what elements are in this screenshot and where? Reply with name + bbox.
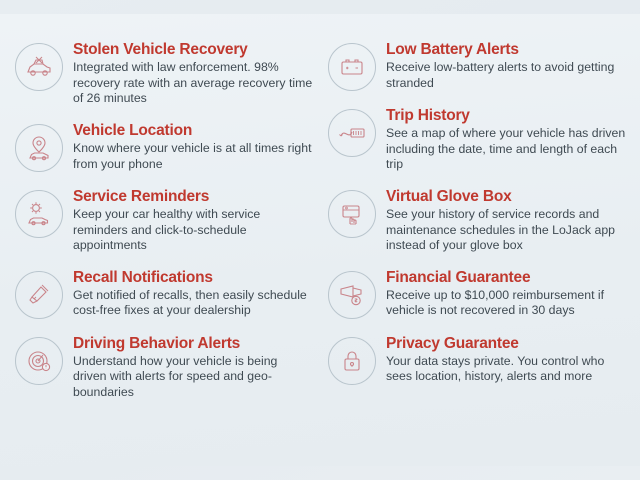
feature-text — [73, 187, 313, 254]
feature-title: Trip History — [386, 107, 470, 124]
feature-text — [73, 121, 313, 172]
feature-title: Stolen Vehicle Recovery — [73, 41, 248, 58]
feature-title: Service Reminders — [73, 187, 210, 205]
icon-wrapper — [14, 123, 64, 173]
trip-history-route-icon — [328, 109, 376, 157]
feature-text — [386, 334, 626, 385]
feature-privacy-guarantee — [327, 334, 626, 386]
poster-sheet — [0, 14, 640, 466]
stolen-vehicle-recovery-icon — [15, 43, 63, 91]
feature-columns — [14, 40, 626, 414]
feature-text — [386, 187, 626, 254]
feature-title: Financial Guarantee — [386, 268, 531, 286]
feature-title: Low Battery Alerts — [386, 41, 519, 58]
driving-behavior-alerts-gauge-icon — [15, 337, 63, 385]
feature-text — [386, 106, 626, 173]
feature-description: Know where your vehicle is at all times right from your phone — [73, 141, 312, 171]
feature-title: Virtual Glove Box — [386, 187, 512, 205]
feature-text — [73, 40, 313, 107]
feature-title: Recall Notifications — [73, 268, 213, 286]
icon-wrapper — [327, 189, 377, 239]
feature-description: Receive low-battery alerts to avoid getting stranded — [386, 60, 615, 90]
feature-description: See a map of where your vehicle has driven including the date, time and length of each trip — [386, 126, 626, 172]
icon-wrapper — [327, 270, 377, 320]
right-column — [327, 40, 626, 414]
feature-financial-guarantee — [327, 268, 626, 320]
feature-virtual-glove-box — [327, 187, 626, 254]
icon-wrapper — [327, 42, 377, 92]
feature-description: Keep your car healthy with service reminders and click-to-schedule appointments — [73, 207, 261, 253]
service-reminders-gear-icon — [15, 190, 63, 238]
left-column — [14, 40, 313, 414]
feature-driving-behavior-alerts — [14, 334, 313, 401]
low-battery-alerts-battery-icon — [328, 43, 376, 91]
feature-text — [73, 334, 313, 401]
icon-wrapper — [327, 336, 377, 386]
feature-text — [386, 268, 626, 319]
icon-wrapper — [14, 42, 64, 92]
icon-wrapper — [327, 108, 377, 158]
feature-vehicle-location — [14, 121, 313, 173]
feature-description: See your history of service records and maintenance schedules in the LoJack app instead of your glove box — [386, 207, 616, 253]
feature-trip-history — [327, 106, 626, 173]
feature-description: Understand how your vehicle is being driven with alerts for speed and geo-boundaries — [73, 353, 278, 399]
feature-title: Privacy Guarantee — [386, 334, 519, 352]
feature-service-reminders — [14, 187, 313, 254]
recall-notifications-megaphone-icon — [15, 271, 63, 319]
feature-title: Driving Behavior Alerts — [73, 334, 241, 352]
icon-wrapper — [14, 270, 64, 320]
icon-wrapper — [14, 336, 64, 386]
feature-text — [386, 40, 626, 91]
feature-low-battery-alerts — [327, 40, 626, 92]
privacy-guarantee-lock-icon — [328, 337, 376, 385]
feature-description: Integrated with law enforcement. 98% recovery rate with an average recovery time of 26 minutes — [73, 60, 313, 106]
feature-description: Receive up to $10,000 reimbursement if vehicle is not recovered in 30 days — [386, 287, 605, 318]
feature-description: Get notified of recalls, then easily schedule cost-free fixes at your dealership — [73, 287, 307, 318]
feature-stolen-vehicle-recovery — [14, 40, 313, 107]
feature-recall-notifications — [14, 268, 313, 320]
feature-description: Your data stays private. You control who sees location, history, alerts and more — [386, 353, 605, 384]
financial-guarantee-money-icon — [328, 271, 376, 319]
vehicle-location-pin-icon — [15, 124, 63, 172]
feature-text — [73, 268, 313, 319]
feature-title: Vehicle Location — [73, 121, 193, 139]
icon-wrapper — [14, 189, 64, 239]
virtual-glove-box-icon — [328, 190, 376, 238]
